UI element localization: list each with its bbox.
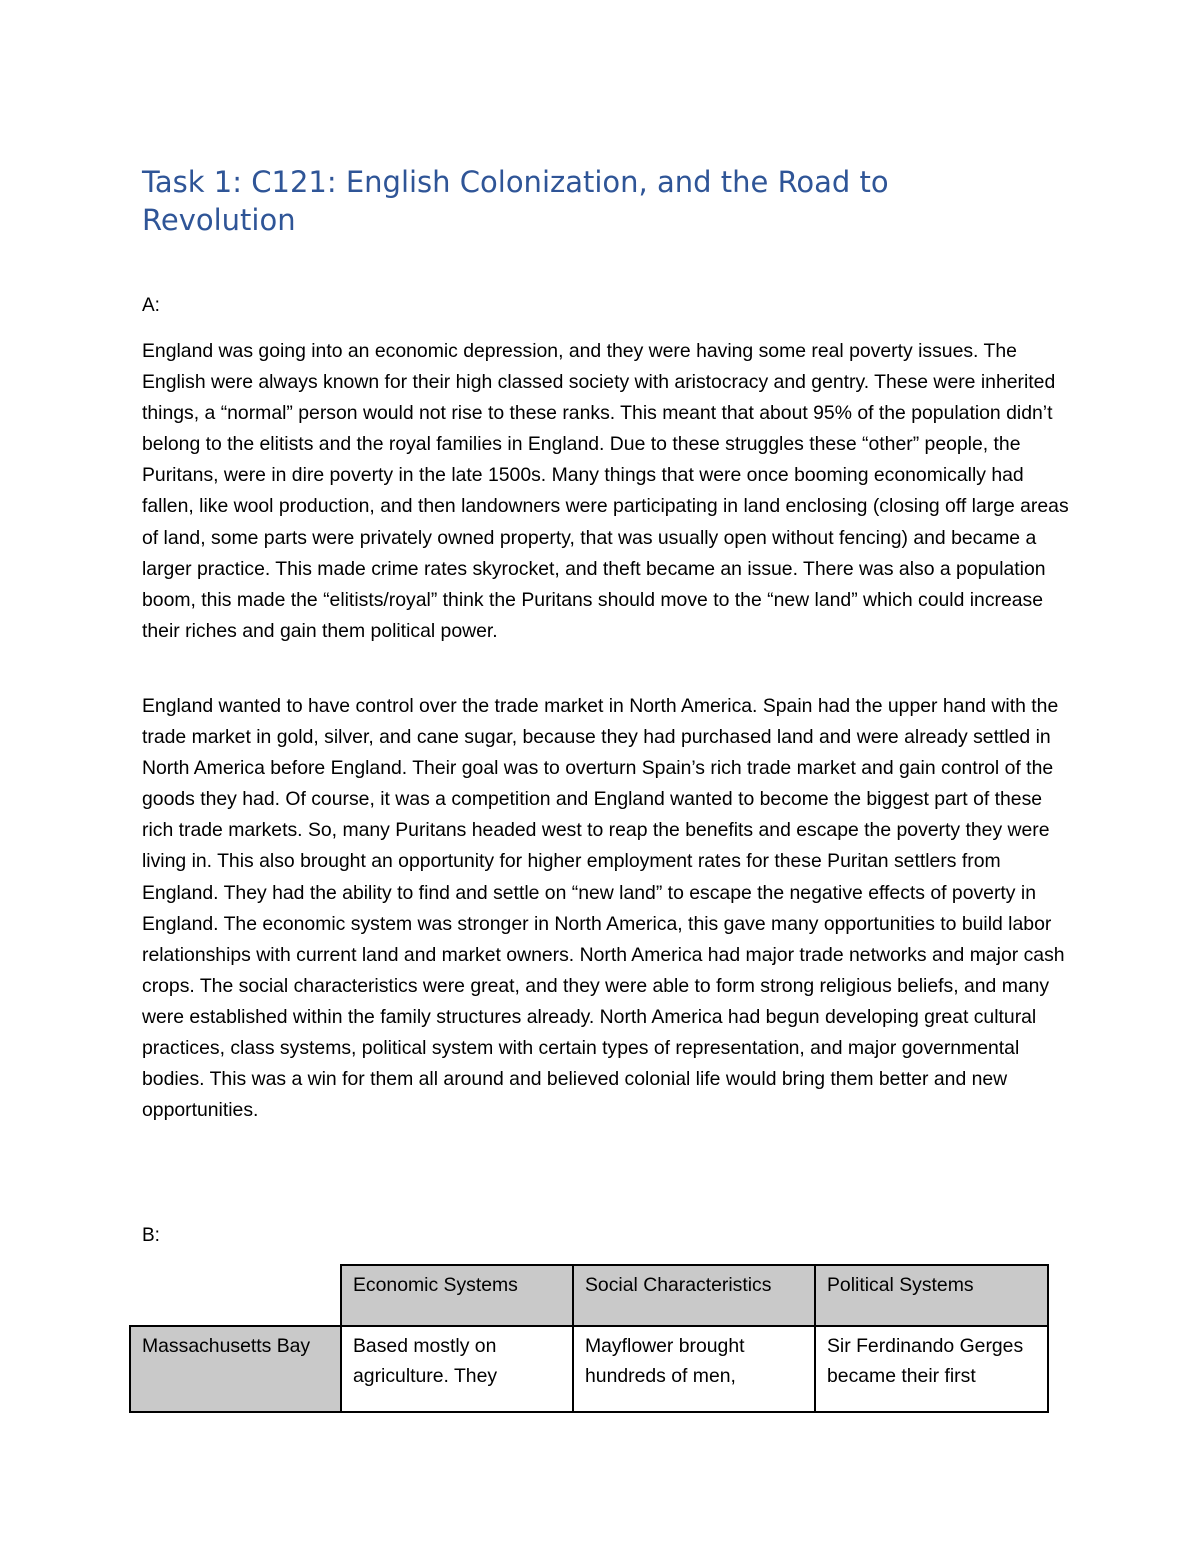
table-header-row <box>130 1265 1048 1326</box>
table-cell-economic: Based mostly on agriculture. They <box>341 1326 573 1412</box>
section-a-label: A: <box>142 295 160 316</box>
table-row <box>130 1326 1048 1412</box>
colonies-comparison-table <box>129 1264 1049 1413</box>
table-cell-social: Mayflower brought hundreds of men, <box>573 1326 815 1412</box>
section-a-paragraph-2: England wanted to have control over the trade market in North America. Spain had the upper hand with the trade market in gold, silver, and cane sugar, because they had purchased land and were already settled in North America before England. Their goal was to overturn Spain’s rich trade market and gain control of the goods they had. Of course, it was a competition and England wanted to become the biggest part of these rich trade markets. So, many Puritans headed west to reap the benefits and escape the poverty they were living in. This also brought an opportunity for higher employment rates for these Puritan settlers from England. They had the ability to find and settle on “new land” to escape the negative effects of poverty in England. The economic system was stronger in North America, this gave many opportunities to build labor relationships with current land and market owners. North America had major trade networks and major cash crops. The social characteristics were great, and they were able to form strong religious beliefs, and many were established within the family structures already. North America had begun developing great cultural practices, class systems, political system with certain types of representation, and major governmental bodies. This was a win for them all around and believed colonial life would bring them better and new opportunities. <box>142 695 1065 1122</box>
column-header-social-characteristics: Social Characteristics <box>573 1265 815 1326</box>
table-corner-cell <box>130 1265 341 1326</box>
row-header-massachusetts-bay: Massachusetts Bay <box>130 1326 341 1412</box>
column-header-economic-systems: Economic Systems <box>341 1265 573 1326</box>
document-title: Task 1: C121: English Colonization, and the Road to Revolution <box>142 165 889 237</box>
section-a-paragraph-1: England was going into an economic depression, and they were having some real poverty issues. The English were always known for their high classed society with aristocracy and gentry. These were inherited things, a “normal” person would not rise to these ranks. This meant that about 95% of the population didn’t belong to the elitists and the royal families in England. Due to these struggles these “other” people, the Puritans, were in dire poverty in the late 1500s. Many things that were once booming economically had fallen, like wool production, and then landowners were participating in land enclosing (closing off large areas of land, some parts were privately owned property, that was usually open without fencing) and became a larger practice. This made crime rates skyrocket, and theft became an issue. There was also a population boom, this made the “elitists/royal” think the Puritans should move to the “new land” which could increase their riches and gain them political power. <box>142 340 1069 642</box>
section-b-label: B: <box>142 1225 160 1246</box>
table-cell-political: Sir Ferdinando Gerges became their first <box>815 1326 1048 1412</box>
column-header-political-systems: Political Systems <box>815 1265 1048 1326</box>
